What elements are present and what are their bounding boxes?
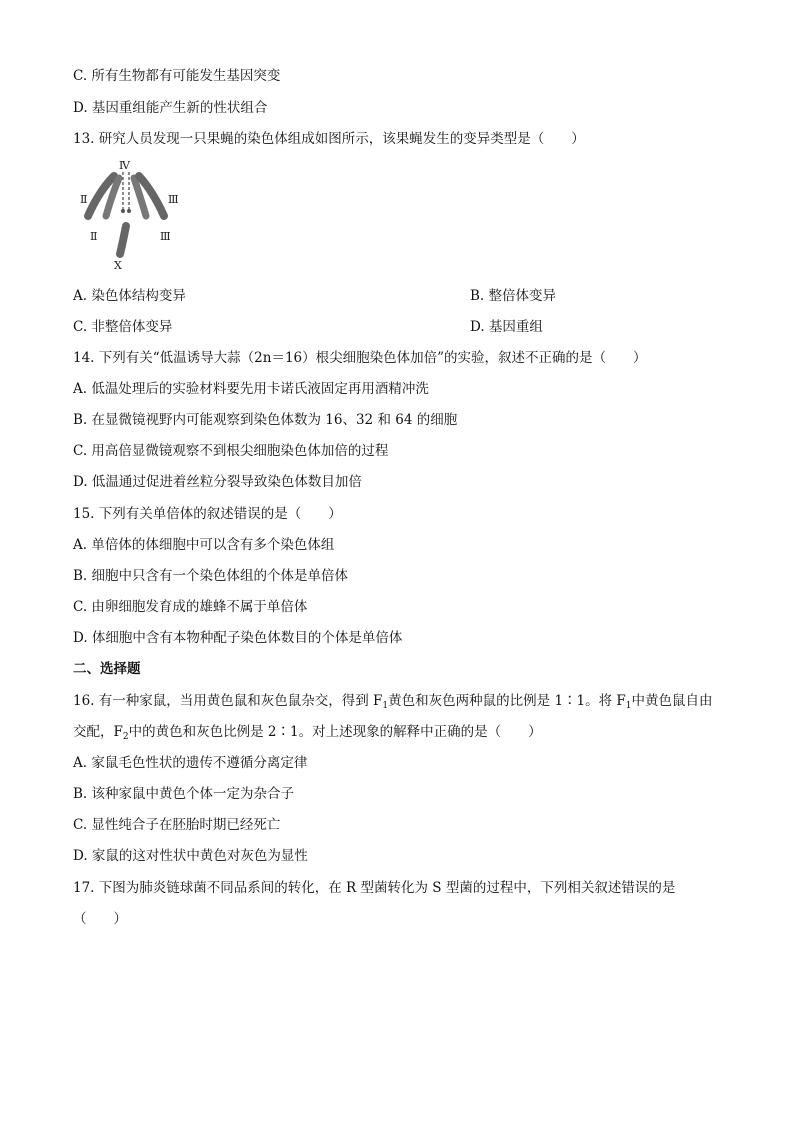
chromosome-iv-dot-right [127, 209, 131, 213]
q16-option-b: B. 该种家鼠中黄色个体一定为杂合子 [73, 786, 295, 802]
q16-stem-line1: 16. 有一种家鼠，当用黄色鼠和灰色鼠杂交，得到 $F_1$黄色和灰色两种鼠的比例是 1∶1。将 $F_1$中黄色鼠自由 [73, 693, 713, 711]
q16-option-d: D. 家鼠的这对性状中黄色对灰色为显性 [73, 848, 308, 864]
q13-option-c: C. 非整倍体变异 [73, 319, 173, 335]
q14-option-d: D. 低温通过促进着丝粒分裂导致染色体数目加倍 [73, 474, 362, 490]
q17-stem-line1: 17. 下图为肺炎链球菌不同品系间的转化，在 R 型菌转化为 S 型菌的过程中，下列相关叙述错误的是 [73, 880, 676, 896]
chromosome-figure [76, 158, 186, 273]
q16-option-c: C. 显性纯合子在胚胎时期已经死亡 [73, 817, 281, 833]
label-iii-bottom: Ⅲ [160, 230, 171, 243]
label-ii-bottom: Ⅱ [90, 230, 98, 243]
q13-options-row2 [73, 318, 734, 336]
q15-stem: 15. 下列有关单倍体的叙述错误的是（ ） [73, 506, 342, 522]
section-2-title: 二、选择题 [73, 661, 141, 677]
q15-option-c: C. 由卵细胞发育成的雄蜂不属于单倍体 [73, 599, 308, 615]
q13-option-a: A. 染色体结构变异 [73, 288, 186, 304]
q14-option-c: C. 用高倍显微镜观察不到根尖细胞染色体加倍的过程 [73, 443, 389, 459]
q14-stem: 14. 下列有关“低温诱导大蒜（2n＝16）根尖细胞染色体加倍”的实验，叙述不正确的是（ ） [73, 350, 647, 366]
q13-options-row1 [73, 287, 734, 305]
chromosome-x [120, 226, 126, 254]
q13-stem: 13. 研究人员发现一只果蝇的染色体组成如图所示，该果蝇发生的变异类型是（ ） [73, 131, 585, 147]
q17-stem-line2: （ ） [73, 911, 127, 927]
label-iii-top: Ⅲ [168, 193, 179, 206]
q12-option-c: C. 所有生物都有可能发生基因突变 [73, 68, 281, 84]
label-iv: Ⅳ [119, 159, 130, 172]
q15-option-d: D. 体细胞中含有本物种配子染色体数目的个体是单倍体 [73, 630, 403, 646]
q15-option-a: A. 单倍体的体细胞中可以含有多个染色体组 [73, 537, 335, 553]
q12-option-d: D. 基因重组能产生新的性状组合 [73, 100, 268, 116]
q13-option-d: D. 基因重组 [470, 319, 543, 335]
label-ii-top: Ⅱ [80, 193, 88, 206]
q16-stem-line2: 交配，$F_2$中的黄色和灰色比例是 2∶1。对上述现象的解释中正确的是（ ） [73, 724, 542, 742]
chromosome-iv-dot-left [121, 209, 125, 213]
q14-option-a: A. 低温处理后的实验材料要先用卡诺氏液固定再用酒精冲洗 [73, 381, 429, 397]
q14-option-b: B. 在显微镜视野内可能观察到染色体数为 16、32 和 64 的细胞 [73, 412, 458, 428]
q15-option-b: B. 细胞中只含有一个染色体组的个体是单倍体 [73, 568, 349, 584]
label-x: X [114, 259, 122, 272]
q16-option-a: A. 家鼠毛色性状的遗传不遵循分离定律 [73, 755, 308, 771]
q13-option-b: B. 整倍体变异 [470, 288, 557, 304]
